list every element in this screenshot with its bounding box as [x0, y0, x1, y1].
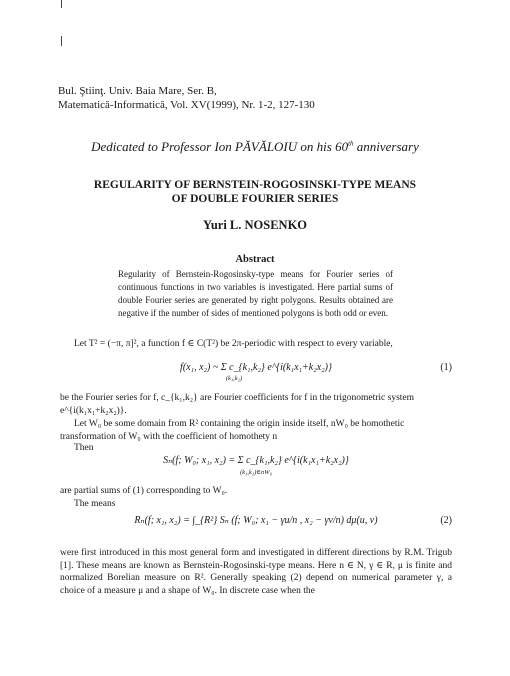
paragraph-4: are partial sums of (1) corresponding to W₀.	[60, 486, 228, 496]
author: Yuri L. NOSENKO	[202, 218, 308, 232]
scan-mark	[61, 36, 62, 46]
equation-1-body: f(x₁, x₂) ~ Σ c_{k₁,k₂} e^{i(k₁x₁+k₂x₂)}	[180, 362, 332, 373]
paragraph-3b: Then	[74, 443, 94, 453]
equation-2-index: (k₁,k₂)∈nW₀	[240, 469, 272, 476]
paragraph-5: The means	[74, 499, 116, 509]
equation-2-body: Sₙ(f; W₀; x₁, x₂) = Σ c_{k₁,k₂} e^{i(k₁x₁+k₂x₂)}	[163, 455, 349, 466]
paper-title	[0, 178, 510, 206]
equation-1-index: (k₁,k₂)	[225, 375, 243, 382]
dedication: Dedicated to Professor Ion PĂVĂLOIU on his 60th anniversary	[91, 139, 419, 154]
title-line-2: OF DOUBLE FOURIER SERIES	[171, 193, 339, 205]
journal-line-2: Matematică-Informatică, Vol. XV(1999), Nr. 1-2, 127-130	[58, 99, 315, 111]
equation-3	[60, 515, 452, 537]
equation-3-number: (2)	[440, 515, 452, 526]
equation-1-number: (1)	[440, 362, 452, 373]
paragraph-2: be the Fourier series for f, c_{k₁,k₂} are Fourier coefficients for f in the trigonometric system e^{i(k₁x₁+k₂x₂)}.	[60, 393, 415, 416]
equation-1	[60, 362, 452, 386]
abstract-heading: Abstract	[235, 254, 275, 265]
title-line-1: REGULARITY OF BERNSTEIN-ROGOSINSKI-TYPE MEANS	[93, 179, 417, 191]
paragraph-6: were first introduced in this most general form and investigated in different directions by R.M. Trigub [1]. These means are known as Bernstein-Rogosinski-type means. Here n ∈ N, γ ∈ R, μ is finite and normalized Borelian measure on R². Generally speaking (2) depend on numerical parameter γ, a choice of a measure μ and a shape of W₀. In discrete case when the	[60, 548, 452, 596]
journal-line-1: Bul. Ştiinţ. Univ. Baia Mare, Ser. B,	[58, 85, 217, 97]
abstract-text: Regularity of Bernstein-Rogosinsky-type means for Fourier series of continuous functions in two variables is investigated. Here partial sums of double Fourier series are generated by right polygons. Results obtained are negative if the number of sides of mentioned polygons is both odd or even.	[118, 269, 393, 318]
paragraph-1: Let T² = (−π, π]², a function f ∈ C(T²) be 2π-periodic with respect to every variable,	[74, 339, 393, 349]
scan-mark-top	[61, 0, 62, 8]
equation-3-body: Rₙ(f; x₁, x₂) = ∫_{R²} Sₙ (f; W₀; x₁ − γu/n , x₂ − γv/n) dμ(u, v)	[134, 515, 378, 526]
paragraph-3: Let W₀ be some domain from R² containing the origin inside itself, nW₀ be homothetic transformation of W₀ with the coefficient of homothety n	[60, 419, 405, 442]
equation-2	[60, 455, 452, 479]
